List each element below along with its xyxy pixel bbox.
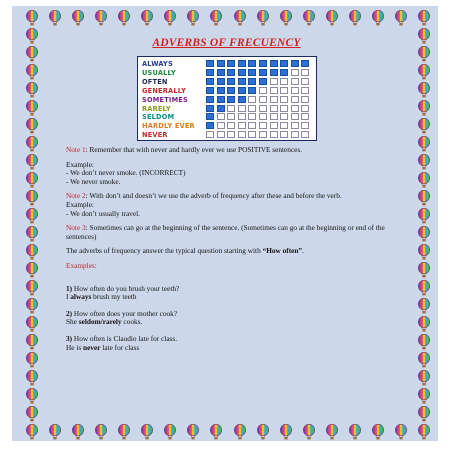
qa-answer-adverb: always	[70, 292, 92, 302]
chart-cell-filled	[206, 60, 214, 67]
balloon-icon	[26, 334, 38, 350]
balloon-icon	[418, 172, 430, 188]
balloon-icon	[26, 244, 38, 260]
qa-number: 1)	[66, 283, 73, 293]
note-3	[66, 224, 396, 241]
chart-cell-empty	[248, 131, 256, 138]
qa-question-text: How often is Claudio late for class.	[72, 333, 178, 343]
qa-answer	[66, 344, 396, 353]
chart-cell-filled	[206, 122, 214, 129]
balloon-icon	[26, 262, 38, 278]
balloon-icon	[164, 424, 176, 440]
chart-cell-filled	[291, 60, 299, 67]
balloon-icon	[395, 10, 407, 26]
balloon-icon	[418, 154, 430, 170]
qa-answer-adverb: seldom/rarely	[78, 317, 122, 327]
balloon-icon	[418, 100, 430, 116]
balloon-icon	[418, 262, 430, 278]
chart-cell-empty	[301, 131, 309, 138]
balloon-icon	[26, 118, 38, 134]
chart-cell-empty	[291, 105, 299, 112]
balloon-icon	[26, 370, 38, 386]
chart-row-label: HARDLY EVER	[142, 122, 195, 131]
chart-cell-filled	[238, 78, 246, 85]
balloon-icon	[49, 424, 61, 440]
balloon-icon	[418, 370, 430, 386]
balloon-icon	[26, 190, 38, 206]
balloon-icon	[26, 388, 38, 404]
example-1-heading: Example:	[66, 159, 94, 169]
qa-question-text: How often do you brush your teeth?	[72, 283, 180, 293]
balloon-icon	[418, 10, 430, 26]
chart-cell-empty	[217, 122, 225, 129]
qa-question-text: How often does your mother cook?	[72, 308, 178, 318]
chart-cell-filled	[206, 105, 214, 112]
chart-cell-empty	[270, 78, 278, 85]
chart-cell-filled	[217, 60, 225, 67]
chart-cell-filled	[301, 60, 309, 67]
qa-answer-pre: She	[66, 317, 79, 327]
balloon-icon	[418, 298, 430, 314]
balloon-icon	[118, 10, 130, 26]
chart-row	[142, 69, 314, 77]
balloon-icon	[95, 424, 107, 440]
chart-row	[142, 78, 314, 86]
chart-cell-empty	[270, 131, 278, 138]
balloon-icon	[372, 424, 384, 440]
chart-cell-filled	[248, 87, 256, 94]
chart-cell-empty	[291, 69, 299, 76]
balloon-icon	[72, 10, 84, 26]
chart-cell-filled	[270, 60, 278, 67]
chart-cell-filled	[259, 60, 267, 67]
chart-cell-empty	[270, 87, 278, 94]
balloon-icon	[418, 82, 430, 98]
chart-row-label: ALWAYS	[142, 60, 173, 68]
chart-cell-empty	[291, 78, 299, 85]
balloon-icon	[418, 118, 430, 134]
note-1-text: : Remember that with never and hardly ever we use POSITIVE sentences.	[85, 145, 303, 154]
balloon-icon	[26, 226, 38, 242]
chart-cell-empty	[227, 105, 235, 112]
chart-row	[142, 96, 314, 104]
summary-prefix: The adverbs of frequency answer the typical question starting with	[66, 246, 263, 256]
summary-suffix: .	[302, 246, 304, 256]
balloon-icon	[418, 190, 430, 206]
qa-answer-post: late for class	[100, 342, 140, 352]
chart-cell-empty	[238, 113, 246, 120]
balloon-icon	[210, 424, 222, 440]
balloon-icon	[26, 100, 38, 116]
balloon-icon	[187, 10, 199, 26]
chart-cell-empty	[291, 87, 299, 94]
balloon-icon	[26, 208, 38, 224]
chart-cell-empty	[238, 122, 246, 129]
chart-row-label: GENERALLY	[142, 86, 187, 95]
chart-cell-filled	[217, 87, 225, 94]
chart-cell-empty	[291, 122, 299, 129]
chart-cell-empty	[270, 96, 278, 103]
chart-cell-empty	[248, 113, 256, 120]
balloon-icon	[303, 424, 315, 440]
chart-cell-empty	[291, 113, 299, 120]
balloon-icon	[141, 424, 153, 440]
balloon-icon	[234, 424, 246, 440]
chart-cell-empty	[270, 105, 278, 112]
chart-cell-filled	[227, 69, 235, 76]
balloon-icon	[303, 10, 315, 26]
balloon-icon	[418, 208, 430, 224]
chart-cell-filled	[248, 69, 256, 76]
balloon-icon	[280, 10, 292, 26]
chart-cell-empty	[227, 131, 235, 138]
balloon-icon	[418, 226, 430, 242]
qa-answer	[66, 293, 396, 302]
chart-row	[142, 122, 314, 130]
example-2-heading: Example:	[66, 199, 94, 209]
summary-bold: “How often”	[262, 246, 303, 256]
chart-cell-empty	[259, 105, 267, 112]
qa-answer-post: cooks.	[121, 317, 143, 327]
balloon-icon	[326, 424, 338, 440]
balloon-icon	[72, 424, 84, 440]
chart-cell-empty	[248, 122, 256, 129]
qa-answer-adverb: never	[83, 342, 101, 352]
balloon-icon	[418, 64, 430, 80]
chart-cell-filled	[248, 78, 256, 85]
chart-cell-filled	[217, 78, 225, 85]
chart-row	[142, 113, 314, 121]
chart-cell-filled	[206, 96, 214, 103]
page-title: ADVERBS OF FRECUENCY	[152, 37, 301, 49]
chart-cell-empty	[301, 113, 309, 120]
chart-row	[142, 131, 314, 139]
chart-cell-filled	[227, 87, 235, 94]
balloon-icon	[26, 316, 38, 332]
summary	[66, 247, 396, 256]
note-2-label: Note 2	[66, 191, 86, 201]
balloon-icon	[418, 406, 430, 422]
chart-cell-empty	[301, 105, 309, 112]
chart-cell-empty	[301, 69, 309, 76]
chart-row-label: NEVER	[142, 131, 168, 140]
balloon-icon	[418, 136, 430, 152]
chart-cell-filled	[259, 78, 267, 85]
chart-cell-filled	[217, 105, 225, 112]
chart-row	[142, 87, 314, 95]
chart-cell-filled	[248, 60, 256, 67]
balloon-icon	[418, 424, 430, 440]
chart-cell-empty	[280, 122, 288, 129]
example-1-line: - We never smoke.	[66, 176, 121, 186]
chart-cell-filled	[280, 60, 288, 67]
chart-row-label: SOMETIMES	[142, 95, 188, 104]
qa-number: 2)	[66, 308, 73, 318]
chart-cell-empty	[259, 122, 267, 129]
balloon-icon	[326, 10, 338, 26]
chart-row-label: SELDOM	[142, 113, 175, 122]
examples-heading: Examples:	[66, 260, 97, 270]
chart-cell-empty	[227, 113, 235, 120]
note-3-text: : Sometimes can go at the beginning of the sentence. (Sometimes can go at the beginning or end of the sentences)	[66, 223, 385, 241]
chart-cell-empty	[291, 131, 299, 138]
chart-cell-filled	[206, 87, 214, 94]
chart-cell-empty	[291, 96, 299, 103]
chart-cell-filled	[259, 69, 267, 76]
balloon-icon	[26, 136, 38, 152]
chart-cell-empty	[301, 122, 309, 129]
note-1-label: Note 1	[66, 145, 86, 154]
balloon-icon	[418, 388, 430, 404]
chart-cell-empty	[301, 87, 309, 94]
chart-cell-empty	[280, 105, 288, 112]
chart-cell-empty	[280, 78, 288, 85]
balloon-icon	[257, 10, 269, 26]
chart-cell-filled	[206, 69, 214, 76]
balloon-icon	[210, 10, 222, 26]
chart-cell-empty	[301, 96, 309, 103]
balloon-icon	[26, 172, 38, 188]
balloon-icon	[26, 424, 38, 440]
chart-row-label: RARELY	[142, 104, 171, 113]
balloon-icon	[26, 10, 38, 26]
balloon-icon	[49, 10, 61, 26]
chart-cell-empty	[270, 113, 278, 120]
note-2	[66, 192, 396, 201]
balloon-icon	[26, 280, 38, 296]
example-1-line: - We don’t never smoke. (INCORRECT)	[66, 168, 186, 178]
balloon-icon	[26, 352, 38, 368]
balloon-icon	[280, 424, 292, 440]
chart-cell-empty	[248, 96, 256, 103]
qa-number: 3)	[66, 333, 73, 343]
chart-cell-filled	[227, 96, 235, 103]
chart-cell-empty	[217, 131, 225, 138]
balloon-icon	[418, 334, 430, 350]
qa-answer-pre: He is	[66, 342, 84, 352]
frequency-chart	[137, 56, 317, 141]
balloon-icon	[418, 352, 430, 368]
chart-cell-empty	[238, 105, 246, 112]
chart-cell-filled	[227, 78, 235, 85]
chart-cell-filled	[238, 60, 246, 67]
balloon-icon	[118, 424, 130, 440]
balloon-icon	[395, 424, 407, 440]
qa-answer	[66, 318, 396, 327]
balloon-icon	[372, 10, 384, 26]
qa-answer-post: brush my teeth	[91, 292, 137, 302]
chart-cell-filled	[206, 113, 214, 120]
chart-cell-empty	[280, 113, 288, 120]
balloon-icon	[141, 10, 153, 26]
chart-row-label: OFTEN	[142, 77, 168, 86]
chart-cell-empty	[238, 131, 246, 138]
balloon-icon	[164, 10, 176, 26]
balloon-icon	[26, 64, 38, 80]
note-3-label: Note 3	[66, 223, 86, 233]
chart-cell-empty	[227, 122, 235, 129]
balloon-icon	[26, 82, 38, 98]
chart-row	[142, 105, 314, 113]
chart-cell-filled	[238, 69, 246, 76]
chart-cell-filled	[206, 78, 214, 85]
chart-cell-empty	[259, 96, 267, 103]
balloon-icon	[234, 10, 246, 26]
balloon-icon	[349, 424, 361, 440]
chart-cell-filled	[217, 96, 225, 103]
qa-answer-pre: I	[66, 292, 71, 302]
chart-cell-filled	[217, 69, 225, 76]
balloon-icon	[257, 424, 269, 440]
balloon-icon	[187, 424, 199, 440]
chart-cell-filled	[270, 69, 278, 76]
chart-row-label: USUALLY	[142, 68, 176, 77]
chart-row	[142, 60, 314, 68]
chart-cell-empty	[270, 122, 278, 129]
example-2-line: - We don’t usually travel.	[66, 208, 140, 218]
balloon-icon	[349, 10, 361, 26]
balloon-icon	[26, 298, 38, 314]
chart-cell-empty	[248, 105, 256, 112]
chart-cell-empty	[259, 87, 267, 94]
chart-cell-filled	[238, 87, 246, 94]
balloon-icon	[418, 244, 430, 260]
balloon-icon	[26, 406, 38, 422]
balloon-icon	[26, 154, 38, 170]
chart-cell-filled	[238, 96, 246, 103]
chart-cell-filled	[227, 60, 235, 67]
chart-cell-filled	[280, 69, 288, 76]
balloon-icon	[418, 280, 430, 296]
chart-cell-empty	[280, 87, 288, 94]
chart-cell-empty	[217, 113, 225, 120]
chart-cell-empty	[259, 131, 267, 138]
chart-cell-empty	[206, 131, 214, 138]
balloon-icon	[95, 10, 107, 26]
chart-cell-empty	[280, 131, 288, 138]
chart-cell-empty	[259, 113, 267, 120]
note-1	[66, 146, 396, 155]
chart-cell-empty	[280, 96, 288, 103]
note-2-text: : With don’t and doesn’t we use the adverb of frequency after these and before the verb.	[85, 191, 342, 201]
document-body	[66, 146, 396, 352]
chart-cell-empty	[301, 78, 309, 85]
balloon-icon	[418, 316, 430, 332]
